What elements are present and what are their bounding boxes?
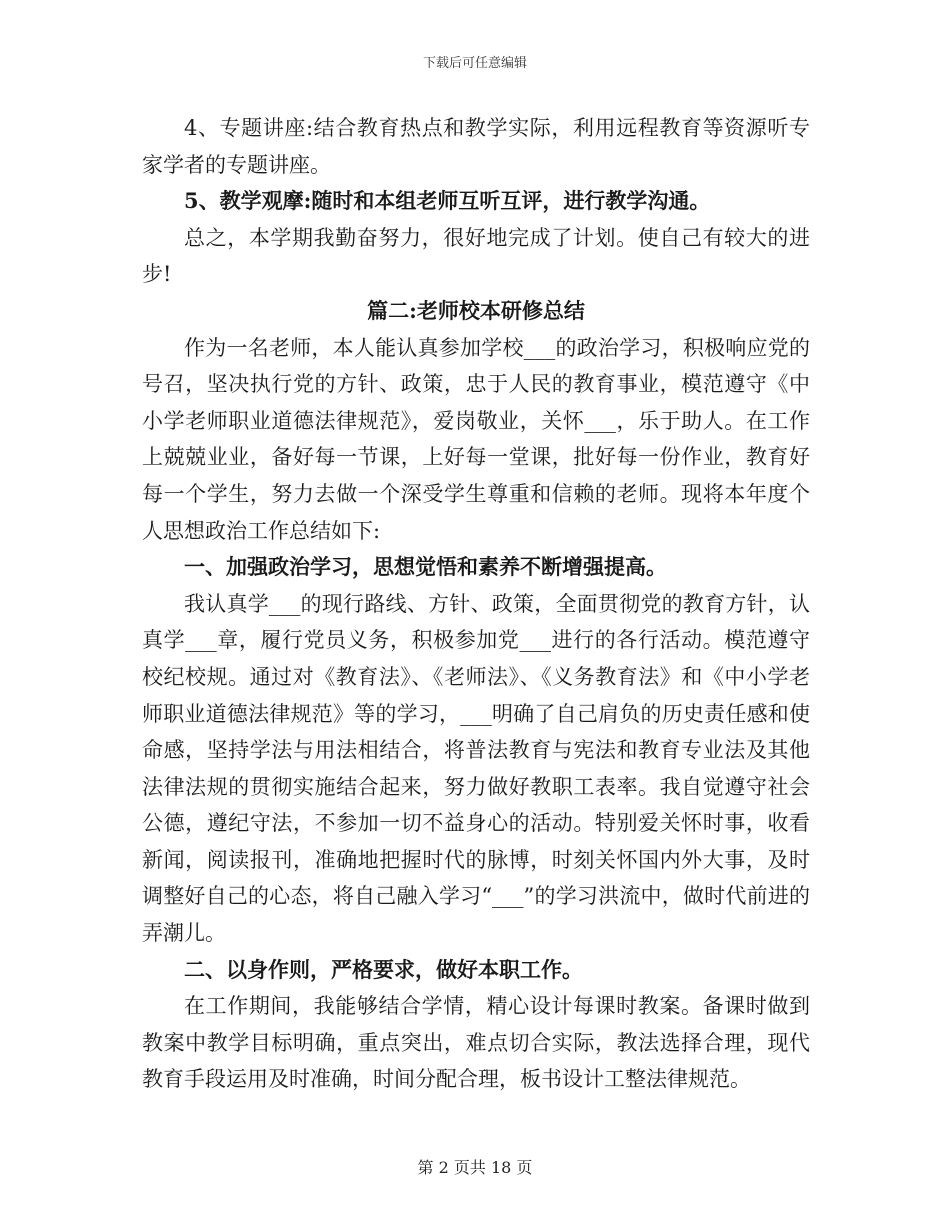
paragraph-intro: 作为一名老师，本人能认真参加学校___的政治学习，积极响应党的号召，坚决执行党的方针、政策，忠于人民的教育事业，模范遵守《中小学老师职业道德法律规范》，爱岗敬业，关怀___，乐于助人。在工作上兢兢业业，备好每一节课，上好每一堂课，批好每一份作业，教育好每一个学生，努力去做一个深受学生尊重和信赖的老师。现将本年度个人思想政治工作总结如下: [142,335,810,543]
paragraph-lecture: 4、专题讲座:结合教育热点和教学实际，利用远程教育等资源听专家学者的专题讲座。 [142,116,810,177]
paragraph-political-study: 我认真学___的现行路线、方针、政策，全面贯彻党的教育方针，认真学___章，履行党员义务，积极参加党___进行的各行活动。模范遵守校纪校规。通过对《教育法》、《老师法》、《义务教育法》和《中小学老师职业道德法律规范》等的学习，___明确了自己肩负的历史责任感和使命感，坚持学法与用法相结合，将普法教育与宪法和教育专业法及其他法律法规的贯彻实施结合起来，努力做好教职工表率。我自觉遵守社会公德，遵纪守法，不参加一切不益身心的活动。特别爱关怀时事，收看新闻，阅读报刊，准确地把握时代的脉博，时刻关怀国内外大事，及时调整好自己的心态，将自己融入学习“___”的学习洪流中，做时代前进的弄潮儿。 [142,591,810,946]
paragraph-summary: 总之，本学期我勤奋努力，很好地完成了计划。使自己有较大的进步! [142,225,810,287]
section-title: 篇二:老师校本研修总结 [367,297,585,323]
document-body [142,110,810,1098]
paragraph-observation: 5、教学观摩:随时和本组老师互听互评，进行教学沟通。 [184,188,711,214]
page-header: 下载后可任意编辑 [422,56,527,71]
heading-political-study: 一、加强政治学习，思想觉悟和素养不断增强提高。 [184,554,667,580]
heading-duty: 二、以身作则，严格要求，做好本职工作。 [184,956,583,982]
paragraph-duty: 在工作期间，我能够结合学情，精心设计每课时教案。备课时做到教案中教学目标明确，重点突出，难点切合实际，教法选择合理，现代教育手段运用及时准确，时间分配合理，板书设计工整法律规范。 [142,994,810,1092]
page-footer: 第 2 页共 18 页 [417,1158,533,1177]
